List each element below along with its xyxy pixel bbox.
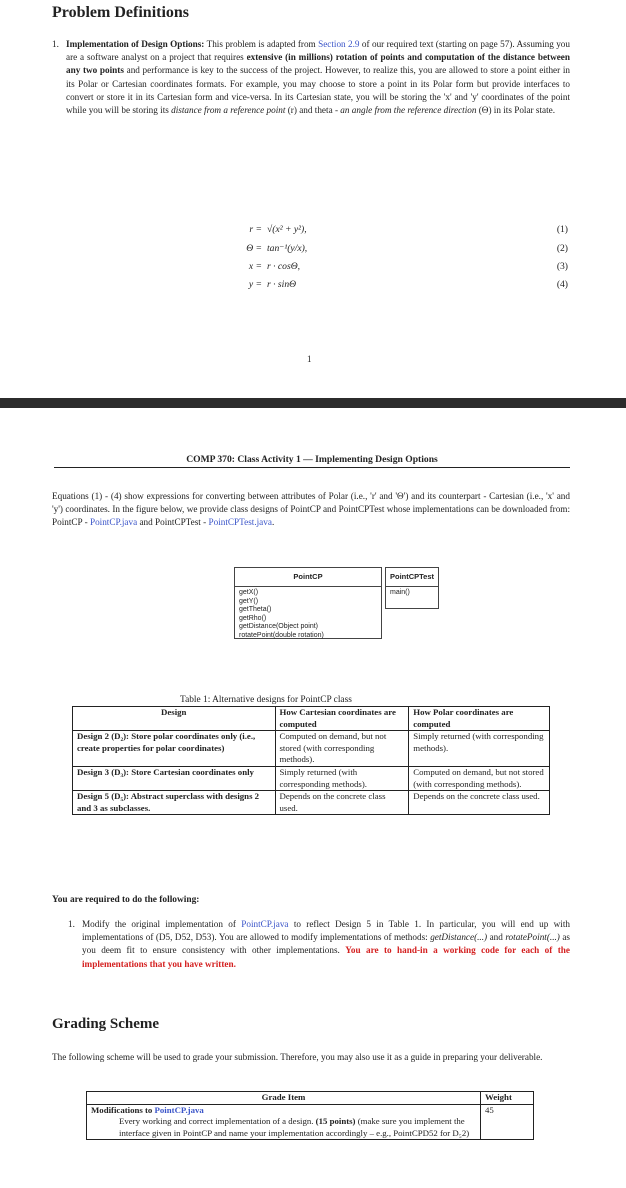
grade-row [87,1104,534,1140]
page-separator [0,398,626,408]
table-cell: Simply returned (with corresponding methods). [409,731,550,767]
item-number: 1. [52,39,59,49]
uml-method: getX() [239,589,259,596]
equation-rhs: tan⁻¹(y/x), [267,243,308,254]
equation-number: (4) [556,279,568,290]
uml-class-pointcp [234,567,382,639]
table-row [73,766,550,790]
equation-number: (2) [556,243,568,254]
intro-text-a: Equations (1) - (4) show expressions for converting between attributes of Polar (i.e., 'r' and 'Θ') and its counterpart - Cartesian (i.e., 'x' and 'y') coordinates. In the figure below, we provide class designs of PointCP and PointCPTest whose implementations can be downloaded from: PointCP - [52,491,570,528]
grade-item-detail [91,1116,476,1139]
table-header: Design [73,707,276,731]
task-text-b: to reflect Design 5 in Table 1. In particular, you will end up with implementations of (D5, D52, D53). You are allowed to modify implementations of methods: [82,919,570,943]
table-cell: Computed on demand, but not stored (with corresponding methods). [275,731,409,767]
table-cell: Simply returned (with corresponding methods). [275,766,409,790]
uml-class-name-text: PointCPTest [389,572,435,581]
equation-lhs: Θ = [246,243,262,254]
uml-method: rotatePoint(double rotation) [239,631,324,639]
grade-item-cell [87,1104,481,1140]
table-cell: Depends on the concrete class used. [275,791,409,815]
equation-rhs: r · sinΘ [267,279,297,290]
document-page-2 [0,408,626,1188]
item-text-a: This problem is adapted from [204,39,319,49]
item-lead: Implementation of Design Options: [66,39,205,49]
equation-number: (1) [556,224,568,235]
uml-method: getY() [239,597,259,605]
table-header: How Polar coordinates are computed [409,707,550,731]
table-header-row [73,707,550,731]
equation-3 [0,261,626,275]
uml-methods [386,587,438,600]
section-heading: Problem Definitions [52,4,190,21]
table-cell: Depends on the concrete class used. [409,791,550,815]
equation-4 [0,279,626,293]
page-number: 1 [307,354,312,364]
uml-class-name: PointCP [235,568,381,587]
grading-heading: Grading Scheme [52,1016,160,1032]
pointcp-java-link[interactable]: PointCP.java [89,517,138,528]
task-text-d: as you deem fit to ensure consistency with other implementations. [82,932,570,956]
equation-1 [0,224,626,238]
task-italic-2: rotatePoint(...) [505,932,560,943]
task-italic-1: getDistance(...) [430,932,488,943]
item-italic-b: an angle from the reference direction [340,105,477,116]
grading-table [86,1091,534,1140]
intro-paragraph [52,490,570,530]
grade-detail-1: Every working and correct implementation of a design. [119,1116,316,1127]
item-text-e: (Θ) in its Polar state. [476,105,556,116]
grade-header: Weight [481,1092,534,1105]
intro-text-b: and PointCPTest - [137,517,209,528]
table-cell: Design 5 (D₅): Abstract superclass with designs 2 and 3 as subclasses. [73,791,276,815]
required-heading: You are required to do the following: [52,895,200,905]
task-text-c: and [487,932,506,943]
uml-method: getTheta() [239,606,272,614]
equation-number: (3) [556,261,568,272]
designs-table [72,706,550,815]
equation-lhs: x = [248,261,262,272]
grade-pointcp-link[interactable]: PointCP.java [154,1104,204,1115]
uml-method: getRho() [239,614,267,622]
grading-intro: The following scheme will be used to grade your submission. Therefore, you may also use it as a guide in preparing your deliverable. [52,1052,543,1062]
grade-weight-cell: 45 [481,1104,534,1140]
item-text-c: and performance is key to the success of the project. However, to realize this, you are allowed to store a point either in its Polar or Cartesian coordinates formats. For example, you may choose to store a point in its Polar form but provide interfaces to convert or store it in its Cartesian form and vice-versa. In its Cartesian state, you will be storing the 'x' and 'y' coordinates of the point while you will be storing its [66,65,570,116]
task-text-a: Modify the original implementation of [82,919,242,929]
document-page-1 [0,0,626,398]
grade-item-lead: Modifications to [91,1104,155,1115]
problem-item-1 [52,38,570,117]
intro-text-c: . [271,517,275,528]
page-title: COMP 370: Class Activity 1 — Implementing Design Options [54,454,570,468]
task-item-1 [68,918,570,971]
equation-rhs: r · cosΘ, [267,261,301,272]
item-bold: extensive (in millions) rotation of points and computation of the distance between any two points [66,52,570,76]
task-emphasis: You are to hand-in a working code for each of the implementations that you have written. [82,945,570,969]
uml-methods [235,587,381,643]
grade-header: Grade Item [87,1092,481,1105]
task-pointcp-link[interactable]: PointCP.java [241,919,289,929]
grade-detail-2: (make sure you implement the interface given in PointCP and name your implementation accordingly – e.g., PointCPD52 for D₅2) [119,1116,470,1138]
table-row [73,791,550,815]
uml-class-pointcptest [385,567,439,609]
equation-rhs: √(x² + y²), [267,224,307,235]
table-row [73,731,550,767]
item-text-d: (r) and theta - [285,105,341,116]
item-text-b: of our required text (starting on page 57). Assuming you are a software analyst on a project that requires [66,39,570,63]
equation-lhs: r = [249,224,262,235]
table-caption: Table 1: Alternative designs for PointCP class [180,695,352,705]
table-cell: Design 3 (D₃): Store Cartesian coordinates only [73,766,276,790]
table-cell: Design 2 (D₂): Store polar coordinates only (i.e., create properties for polar coordinates) [73,731,276,767]
grade-points: (15 points) [315,1116,356,1127]
uml-method: main() [390,589,410,596]
section-link[interactable]: Section 2.9 [318,39,360,49]
pointcptest-java-link[interactable]: PointCPTest.java [208,517,272,528]
task-number: 1. [68,919,75,929]
uml-class-name [386,568,438,587]
grade-header-row [87,1092,534,1105]
equation-2 [0,243,626,257]
table-header: How Cartesian coordinates are computed [275,707,409,731]
item-italic-a: distance from a reference point [171,105,286,116]
table-cell: Computed on demand, but not stored (with corresponding methods). [409,766,550,790]
equation-lhs: y = [248,279,262,290]
uml-method: getDistance(Object point) [239,623,318,631]
